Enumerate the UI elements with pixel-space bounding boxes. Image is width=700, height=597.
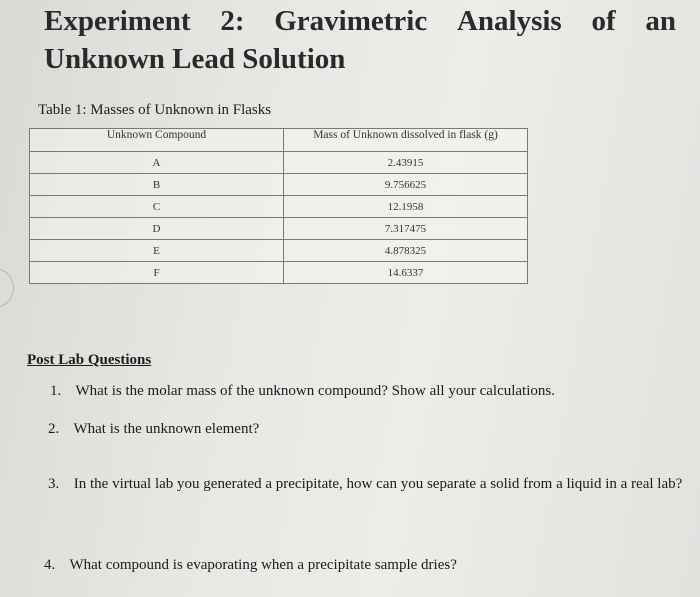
title-word: an (645, 5, 676, 37)
mass-cell: 2.43915 (284, 152, 528, 174)
table-row (30, 218, 528, 240)
question-text: What is the molar mass of the unknown compound? Show all your calculations. (75, 383, 555, 399)
header-unknown-compound: Unknown Compound (30, 129, 284, 152)
question-text: In the virtual lab you generated a precipitate, how can you separate a solid from a liquid in a real lab? (73, 476, 683, 492)
header-mass: Mass of Unknown dissolved in flask (g) (284, 129, 528, 152)
mass-cell: 4.878325 (284, 240, 528, 262)
question-3 (48, 474, 688, 494)
table-caption: Table 1: Masses of Unknown in Flasks (38, 102, 272, 118)
question-text: What is the unknown element? (73, 421, 260, 437)
title-word: 2: (220, 5, 245, 37)
compound-cell: A (30, 152, 284, 174)
title-line-1 (44, 2, 676, 40)
question-2 (48, 419, 259, 439)
compound-cell: F (30, 262, 284, 284)
question-4 (44, 555, 457, 575)
title-line-2: Unknown Lead Solution (44, 43, 346, 75)
post-lab-heading: Post Lab Questions (27, 352, 152, 368)
question-number: 1. (50, 383, 62, 399)
mass-cell: 14.6337 (284, 262, 528, 284)
masses-table (29, 128, 528, 284)
compound-cell: C (30, 196, 284, 218)
compound-cell: E (30, 240, 284, 262)
title-word: Analysis (456, 5, 562, 37)
question-number: 3. (48, 476, 60, 492)
table-row (30, 262, 528, 284)
mass-cell: 9.756625 (284, 174, 528, 196)
title-word: Gravimetric (274, 5, 428, 37)
table-row (30, 174, 528, 196)
compound-cell: B (30, 174, 284, 196)
table-header-row (30, 129, 528, 152)
mass-cell: 7.317475 (284, 218, 528, 240)
question-number: 4. (44, 557, 56, 573)
table-row (30, 152, 528, 174)
compound-cell: D (30, 218, 284, 240)
question-number: 2. (48, 421, 60, 437)
title-word: Experiment (44, 5, 191, 37)
margin-circle-mark (0, 268, 14, 308)
mass-cell: 12.1958 (284, 196, 528, 218)
question-1 (50, 381, 555, 401)
title-word: of (591, 5, 616, 37)
question-text: What compound is evaporating when a precipitate sample dries? (69, 557, 457, 573)
experiment-title (44, 2, 684, 78)
table-row (30, 196, 528, 218)
table-row (30, 240, 528, 262)
